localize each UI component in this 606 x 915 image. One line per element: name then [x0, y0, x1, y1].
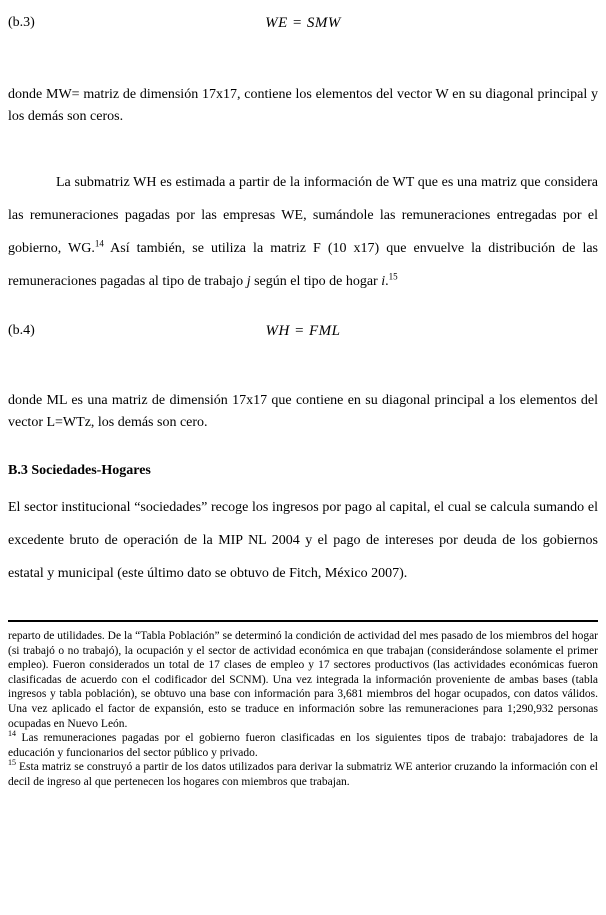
footnote-separator	[8, 620, 598, 622]
footnote-15	[8, 760, 598, 789]
paragraph-mw-definition: donde MW= matriz de dimensión 17x17, contiene los elementos del vector W en su diagonal principal y los demás son ceros.	[8, 87, 598, 124]
footnote-15-marker: 15	[8, 758, 16, 768]
text-run: La submatriz WH es estimada a partir de la información de WT que es una matriz que considera las remuneraciones pagadas por las empresas WE, sumándole las remuneraciones entregadas por el gobierno, WG.	[8, 175, 598, 256]
text-run: según el tipo de hogar	[250, 274, 382, 289]
footnote-14-text: Las remuneraciones pagadas por el gobierno fueron clasificadas en los siguientes tipos de trabajo: trabajadores de la educación y funcionarios del sector público y privado.	[8, 732, 598, 759]
equation-b3-formula: WE = SMW	[265, 15, 341, 31]
paragraph-sociedades: El sector institucional “sociedades” recoge los ingresos por pago al capital, el cual se calcula sumando el excedente bruto de operación de la MIP NL 2004 y el pago de intereses por deuda de los gobiernos estatal y municipal (este último dato se obtuvo de Fitch, México 2007).	[8, 500, 598, 581]
paragraph-wh-estimation	[8, 166, 598, 298]
footnote-15-text: Esta matriz se construyó a partir de los datos utilizados para derivar la submatriz WE anterior cruzando la información con el decil de ingreso al que pertenecen los hogares con miembros que trabajan.	[8, 761, 598, 788]
footnote-ref-15: 15	[388, 271, 398, 282]
equation-b4	[8, 320, 598, 342]
footnote-ref-14: 14	[94, 238, 104, 249]
text-run: .	[385, 274, 389, 289]
section-heading-b3: B.3 Sociedades-Hogares	[8, 463, 151, 478]
equation-b3	[8, 12, 598, 34]
footnote-14	[8, 731, 598, 760]
footnote-continuation: reparto de utilidades. De la “Tabla Población” se determinó la condición de actividad del mes pasado de los miembros del hogar (si trabajó o no trabajó), la ocupación y el sector de actividad económica en que trabajan (considerándose solamente el primer empleo). Fueron considerados un total de 17 clases de empleo y 17 sectores productivos (las actividades económicas fueron clasificadas de acuerdo con el codificador del SCNM). Una vez integrada la información proveniente de ambas bases (tabla ingresos y tabla población), se obtuvo una base con información para 3,681 miembros del hogar ocupados, con datos válidos. Una vez aplicado el factor de expansión, esto se traduce en información sobre las remuneraciones para 1;290,932 personas ocupadas en Nuevo León.	[8, 630, 598, 730]
paragraph-ml-definition: donde ML es una matriz de dimensión 17x17 que contiene en su diagonal principal a los elementos del vector L=WTz, los demás son cero.	[8, 393, 598, 430]
math-var-i: i	[381, 274, 386, 289]
math-var-j: j	[246, 274, 251, 289]
footnote-14-marker: 14	[8, 729, 16, 739]
equation-b4-formula: WH = FML	[265, 323, 341, 339]
text-run: Así también, se utiliza la matriz F (10 x17) que envuelve la distribución de las remuneraciones pagadas al tipo de trabajo	[8, 241, 598, 289]
equation-b4-label: (b.4)	[8, 323, 35, 338]
footnotes-block	[8, 629, 598, 790]
equation-b3-label: (b.3)	[8, 15, 35, 30]
